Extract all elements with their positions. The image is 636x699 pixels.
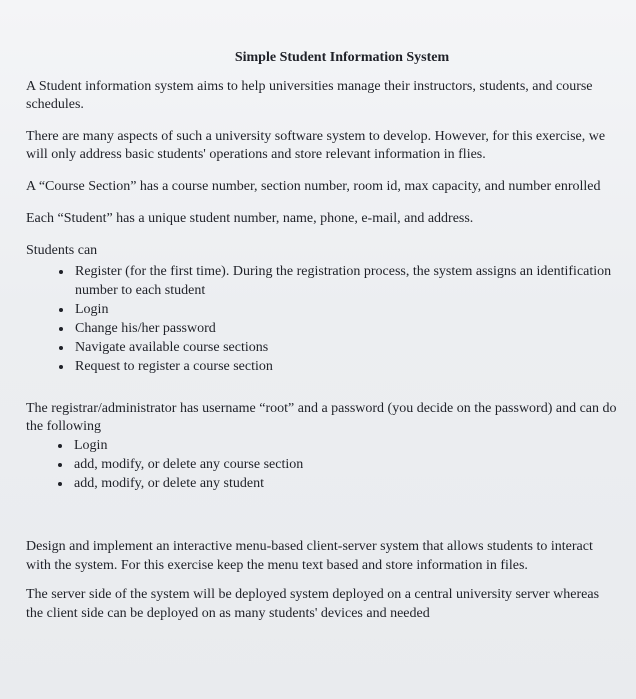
list-item: • Login	[73, 300, 618, 319]
list-item: • Change his/her password	[73, 319, 618, 338]
list-item: • Navigate available course sections	[73, 338, 618, 357]
student-paragraph: Each “Student” has a unique student number, name, phone, e-mail, and address.	[26, 211, 474, 226]
list-item: • Register (for the first time). During the registration process, the system assigns an identification number to each student	[73, 262, 618, 300]
list-item: • add, modify, or delete any course section	[72, 455, 618, 474]
list-item: • Login	[72, 436, 618, 455]
document-title: Simple Student Information System	[234, 50, 450, 65]
design-paragraph: Design and implement an interactive menu-based client-server system that allows students to interact with the system. For this exercise keep the menu text based and store information in files.	[26, 539, 593, 573]
list-item: • add, modify, or delete any student	[72, 474, 618, 493]
students-can-label: Students can	[26, 243, 98, 258]
admin-can-list	[26, 436, 618, 493]
list-item: • Request to register a course section	[73, 357, 618, 376]
deployment-paragraph: The server side of the system will be deployed system deployed on a central university server whereas the client side can be deployed on as many students' devices and needed	[26, 587, 600, 621]
scope-paragraph: There are many aspects of such a university software system to develop. However, for this exercise, we will only address basic students' operations and store relevant information in flies.	[26, 129, 606, 162]
intro-paragraph: A Student information system aims to help universities manage their instructors, students, and course schedules.	[26, 79, 593, 112]
students-can-list	[26, 262, 618, 376]
course-section-paragraph: A “Course Section” has a course number, section number, room id, max capacity, and number enrolled	[26, 179, 601, 194]
requirements-section	[26, 537, 618, 623]
admin-paragraph: The registrar/administrator has username “root” and a password (you decide on the password) and can do	[26, 401, 617, 416]
admin-following-label: the following	[26, 419, 102, 434]
